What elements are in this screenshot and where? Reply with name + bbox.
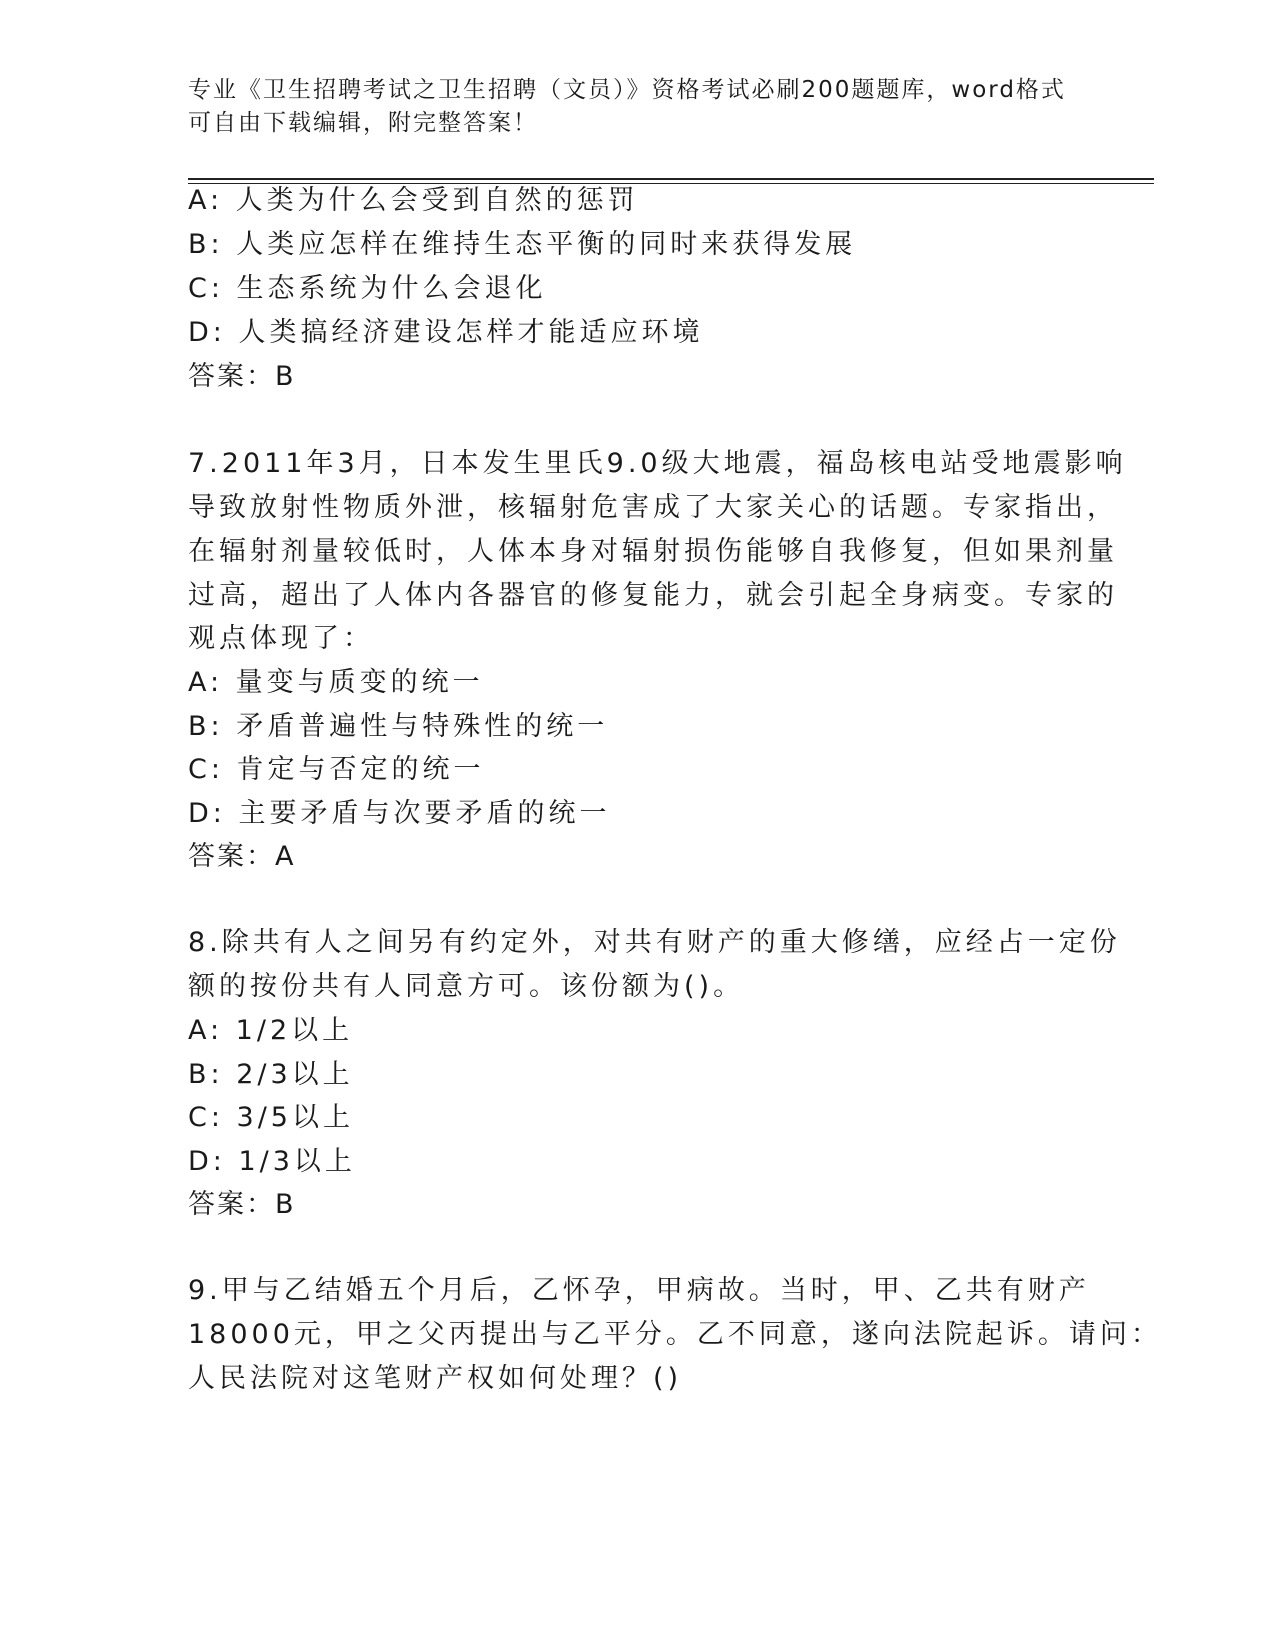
q9-stem-line-2: 18000元，甲之父丙提出与乙平分。乙不同意，遂向法院起诉。请问： (188, 1319, 1162, 1350)
q9-stem-line-1: 9.甲与乙结婚五个月后，乙怀孕，甲病故。当时，甲、乙共有财产 (188, 1275, 1090, 1306)
q6-answer: 答案：B (188, 361, 296, 392)
q6-option-c: C: 生态系统为什么会退化 (188, 273, 547, 304)
q6-option-b: B: 人类应怎样在维持生态平衡的同时来获得发展 (188, 229, 857, 260)
q7-option-b: B: 矛盾普遍性与特殊性的统一 (188, 711, 609, 742)
q7-stem-line-3: 在辐射剂量较低时，人体本身对辐射损伤能够自我修复，但如果剂量 (188, 536, 1118, 567)
header-line-2: 可自由下载编辑，附完整答案！ (188, 110, 538, 136)
q7-answer: 答案：A (188, 841, 296, 872)
q8-option-b: B: 2/3以上 (188, 1059, 354, 1090)
q7-stem-line-2: 导致放射性物质外泄，核辐射危害成了大家关心的话题。专家指出， (188, 492, 1118, 523)
q7-option-c: C: 肯定与否定的统一 (188, 754, 485, 785)
q7-stem-line-4: 过高，超出了人体内各器官的修复能力，就会引起全身病变。专家的 (188, 580, 1118, 611)
q8-option-a: A: 1/2以上 (188, 1015, 354, 1046)
document-header (188, 74, 1068, 140)
q8-stem-line-1: 8.除共有人之间另有约定外，对共有财产的重大修缮，应经占一定份 (188, 927, 1121, 958)
q7-stem-line-5: 观点体现了： (188, 623, 374, 654)
header-line-1: 专业《卫生招聘考试之卫生招聘（文员）》资格考试必刷200题题库，word格式 (188, 77, 1066, 103)
q7-option-a: A: 量变与质变的统一 (188, 667, 484, 698)
q8-stem-line-2: 额的按份共有人同意方可。该份额为()。 (188, 971, 745, 1002)
q9-stem-line-3: 人民法院对这笔财产权如何处理？() (188, 1363, 683, 1394)
q8-answer: 答案：B (188, 1189, 296, 1220)
q7-option-d: D: 主要矛盾与次要矛盾的统一 (188, 798, 611, 829)
q8-option-c: C: 3/5以上 (188, 1102, 354, 1133)
q6-option-a: A: 人类为什么会受到自然的惩罚 (188, 185, 639, 216)
q8-option-d: D: 1/3以上 (188, 1146, 356, 1177)
q6-option-d: D: 人类搞经济建设怎样才能适应环境 (188, 317, 704, 348)
q7-stem-line-1: 7.2011年3月，日本发生里氏9.0级大地震，福岛核电站受地震影响 (188, 448, 1127, 479)
